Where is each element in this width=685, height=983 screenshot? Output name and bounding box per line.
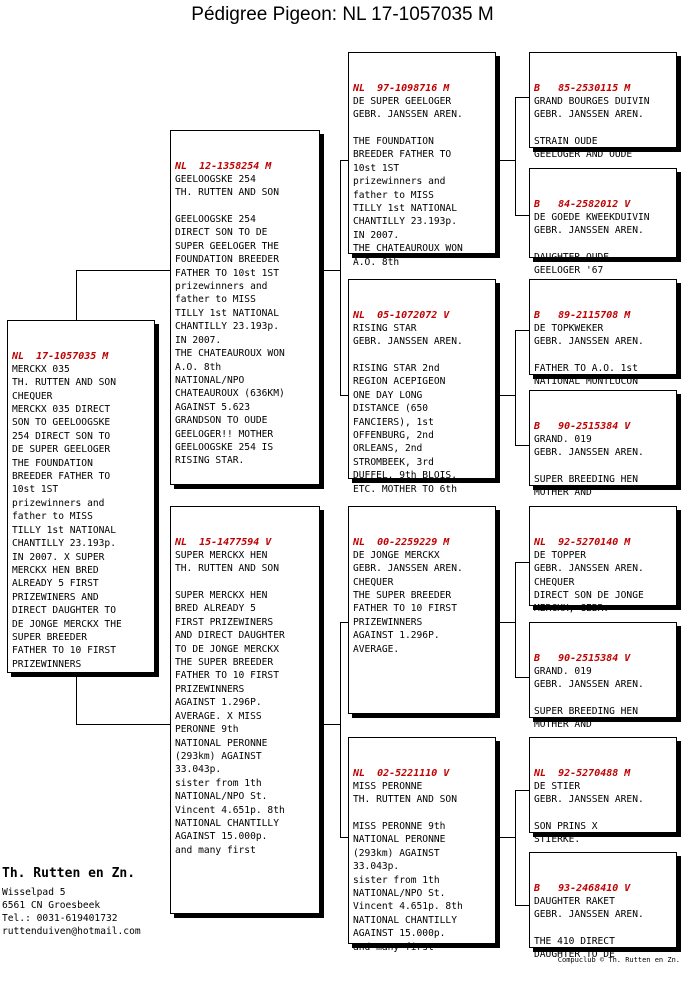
connector-line: [340, 160, 348, 161]
bird-card-sire: [170, 130, 320, 485]
ring-number: NL 00-2259229 M: [353, 536, 450, 548]
bird-description: DE GOEDE KWEEKDUIVIN GEBR. JANSSEN AREN. DAUGHTER OUDE GEELOGER '67: [534, 211, 650, 277]
connector-line: [515, 790, 516, 905]
bird-card-sds: [529, 279, 677, 388]
connector-line: [340, 622, 348, 623]
bird-description: DE TOPPER GEBR. JANSSEN AREN. CHEQUER DIRECT SON DE JONGE MERCKX, GEBR.: [534, 549, 644, 615]
connector-line: [515, 562, 529, 563]
connector-line: [515, 562, 516, 677]
ring-number: B 93-2468410 V: [534, 882, 631, 894]
connector-line: [515, 790, 529, 791]
breeder-name: Th. Rutten en Zn.: [2, 866, 136, 881]
ring-number: NL 92-5270488 M: [534, 767, 631, 779]
bird-card-sss: [529, 52, 677, 161]
ring-number: B 84-2582012 V: [534, 198, 631, 210]
bird-description: DAUGHTER RAKET GEBR. JANSSEN AREN. THE 410 DIRECT DAUGHTER TO DE: [534, 895, 644, 961]
ring-number: NL 92-5270140 M: [534, 536, 631, 548]
connector-line: [340, 837, 348, 838]
breeder-city: 6561 CN Groesbeek: [2, 900, 101, 911]
ring-number: B 90-2515384 V: [534, 420, 631, 432]
ring-number: NL 02-5221110 V: [353, 767, 450, 779]
breeder-address: Wisselpad 5: [2, 887, 66, 898]
connector-line: [515, 445, 529, 446]
connector-line: [496, 622, 516, 623]
bird-description: MERCKX 035 TH. RUTTEN AND SON CHEQUER MERCKX 035 DIRECT SON TO GEELOOGSKE 254 DIRECT SON TO DE SUPER GEELOGER THE FOUNDATION BREEDER FATHER TO 10st 1ST prizewinners and father to MISS TILLY 1st NATIONAL CHANTILLY 23.193p. IN 2007. X SUPER MERCKX HEN BRED ALREADY 5 FIRST PRIZEWINERS AND DIRECT DAUGHTER TO DE JONGE MERCKX THE SUPER BREEDER FATHER TO 10 FIRST PRIZEWINNERS: [12, 363, 122, 670]
breeder-email[interactable]: ruttenduiven@hotmail.com: [2, 926, 141, 937]
connector-line: [340, 160, 341, 395]
bird-card-dam-dam: [348, 737, 496, 953]
connector-line: [340, 622, 341, 837]
bird-description: RISING STAR GEBR. JANSSEN AREN. RISING STAR 2nd REGION ACEPIGEON ONE DAY LONG DISTANCE (650 FANCIERS), 1st OFFENBURG, 2nd ORLEANS, 2nd STROMBEEK, 3rd DUFFEL, 9th BLOIS. ETC. MOTHER TO 6th: [353, 322, 463, 495]
connector-line: [76, 270, 170, 271]
bird-description: SUPER MERCKX HEN TH. RUTTEN AND SON SUPER MERCKX HEN BRED ALREADY 5 FIRST PRIZEWINERS AND DIRECT DAUGHTER TO DE JONGE MERCKX THE SUPER BREEDER FATHER TO 10 FIRST PRIZEWINNERS AGAINST 1.296P. AVERAGE. X MISS PERONNE 9th NATIONAL PERONNE (293km) AGAINST 33.043p. sister from 1th NATIONAL/NPO St. Vincent 4.651p. 8th NATIONAL CHANTILLY AGAINST 15.000p. and many first: [175, 549, 285, 856]
bird-card-sire-dam: [348, 279, 496, 495]
connector-line: [515, 677, 529, 678]
connector-line: [496, 160, 516, 161]
breeder-phone: Tel.: 0031-619401732: [2, 913, 118, 924]
connector-line: [515, 330, 516, 445]
bird-card-sdd: [529, 390, 677, 499]
ring-number: NL 15-1477594 V: [175, 536, 272, 548]
connector-line: [496, 395, 516, 396]
bird-description: GRAND BOURGES DUIVIN GEBR. JANSSEN AREN. STRAIN OUDE GEELOGER AND OUDE: [534, 95, 650, 161]
ring-number: NL 97-1098716 M: [353, 82, 450, 94]
connector-line: [515, 905, 529, 906]
connector-line: [515, 97, 529, 98]
page-title: Pédigree Pigeon: NL 17-1057035 M: [191, 4, 494, 25]
bird-description: GRAND. 019 GEBR. JANSSEN AREN. SUPER BREEDING HEN MOTHER AND: [534, 433, 644, 499]
bird-description: DE STIER GEBR. JANSSEN AREN. SON PRINS X STIERKE.: [534, 780, 644, 846]
bird-card-subject: [7, 320, 155, 673]
bird-card-dam-sire: [348, 506, 496, 714]
bird-description: MISS PERONNE TH. RUTTEN AND SON MISS PERONNE 9th NATIONAL PERONNE (293km) AGAINST 33.043p. sister from 1th NATIONAL/NPO St. Vincent 4.651p. 8th NATIONAL CHANTILLY AGAINST 15.000p. and many first: [353, 780, 463, 953]
connector-line: [496, 837, 516, 838]
credit-text: Compuclub © Th. Rutten en Zn.: [557, 956, 680, 964]
connector-line: [340, 395, 348, 396]
connector-line: [515, 97, 516, 215]
ring-number: B 90-2515384 V: [534, 652, 631, 664]
bird-card-sire-sire: [348, 52, 496, 268]
bird-card-dds: [529, 737, 677, 846]
bird-card-ssd: [529, 168, 677, 277]
connector-line: [320, 724, 341, 725]
connector-line: [320, 270, 341, 271]
breeder-info: [2, 866, 141, 938]
connector-line: [76, 724, 170, 725]
ring-number: NL 05-1072072 V: [353, 309, 450, 321]
bird-card-dsd: [529, 622, 677, 731]
bird-description: DE TOPKWEKER GEBR. JANSSEN AREN. FATHER TO A.O. 1st NATIONAL MONTLUCON: [534, 322, 644, 388]
ring-number: NL 17-1057035 M: [12, 350, 109, 362]
bird-card-dam: [170, 506, 320, 914]
ring-number: B 85-2530115 M: [534, 82, 631, 94]
bird-description: GEELOOGSKE 254 TH. RUTTEN AND SON GEELOOGSKE 254 DIRECT SON TO DE SUPER GEELOGER THE FOUNDATION BREEDER FATHER TO 10st 1ST prizewinners and father to MISS TILLY 1st NATIONAL CHANTILLY 23.193p. IN 2007. THE CHATEAUROUX WON A.O. 8th NATIONAL/NPO CHATEAUROUX (636KM) AGAINST 5.623 GRANDSON TO OUDE GEELOGER!! MOTHER GEELOOGSKE 254 IS RISING STAR.: [175, 173, 285, 467]
connector-line: [515, 330, 529, 331]
bird-card-dss: [529, 506, 677, 615]
ring-number: B 89-2115708 M: [534, 309, 631, 321]
bird-description: DE SUPER GEELOGER GEBR. JANSSEN AREN. THE FOUNDATION BREEDER FATHER TO 10st 1ST prizewinners and father to MISS TILLY 1st NATIONAL CHANTILLY 23.193p. IN 2007. THE CHATEAUROUX WON A.O. 8th: [353, 95, 463, 268]
bird-description: GRAND. 019 GEBR. JANSSEN AREN. SUPER BREEDING HEN MOTHER AND: [534, 665, 644, 731]
ring-number: NL 12-1358254 M: [175, 160, 272, 172]
bird-description: DE JONGE MERCKX GEBR. JANSSEN AREN. CHEQUER THE SUPER BREEDER FATHER TO 10 FIRST PRIZEWINNERS AGAINST 1.296P. AVERAGE.: [353, 549, 463, 655]
connector-line: [515, 215, 529, 216]
